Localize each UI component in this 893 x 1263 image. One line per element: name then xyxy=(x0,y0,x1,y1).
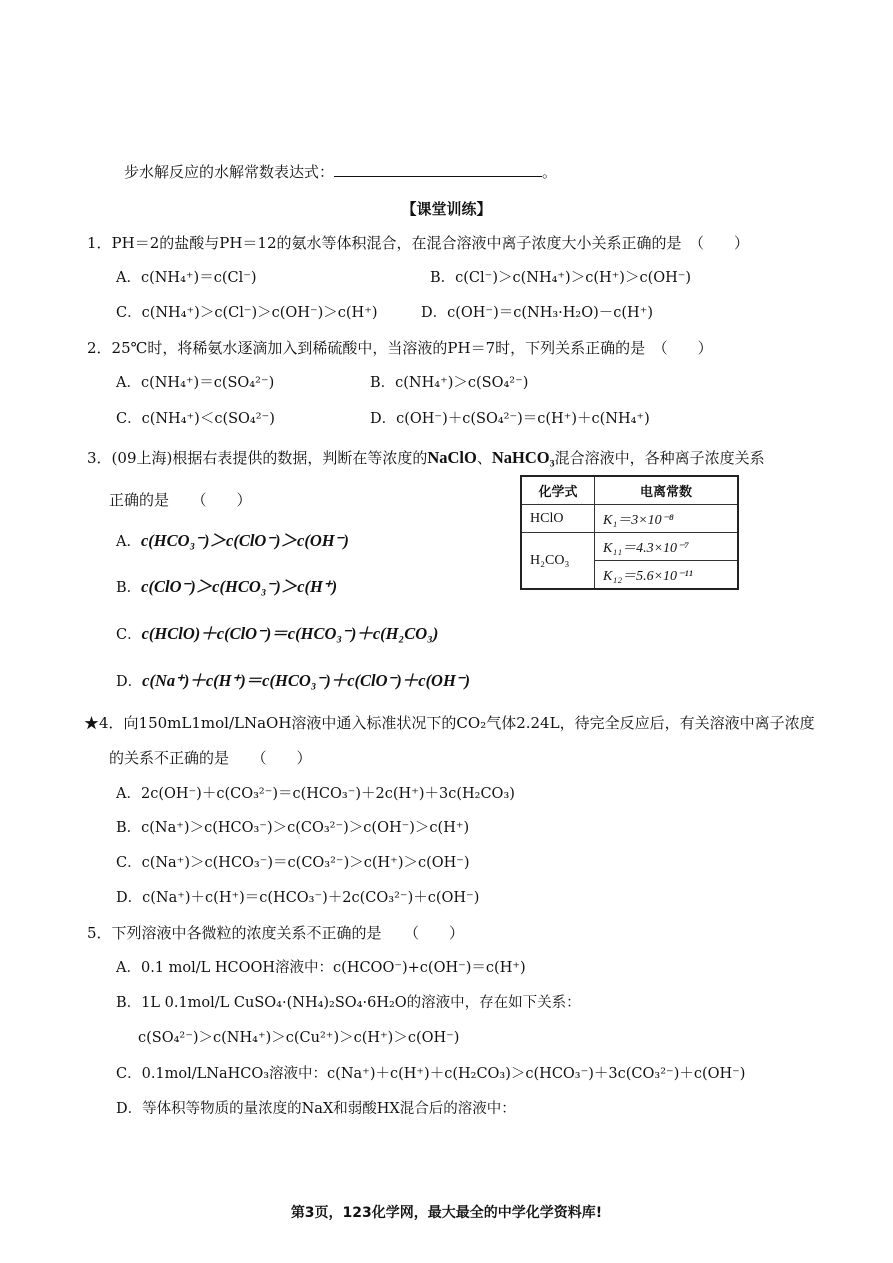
q1-option-a: A．c(NH₄⁺)＝c(Cl⁻) xyxy=(116,270,257,286)
table-row xyxy=(521,533,738,561)
q5-option-b: B．1L 0.1mol/L CuSO₄·(NH₄)₂SO₄·6H₂O的溶液中，存在如下关系： xyxy=(116,995,581,1011)
q3-b-label: B． xyxy=(116,580,142,596)
q3-stem-pre: 3．(09上海)根据右表提供的数据，判断在等浓度的 xyxy=(87,449,428,467)
q3-option-c xyxy=(116,624,438,645)
intro-line xyxy=(124,162,557,182)
q5-option-d: D．等体积等物质的量浓度的NaX和弱酸HX混合后的溶液中： xyxy=(116,1101,516,1117)
q3-a-expr: c(HCO₃⁻)＞c(ClO⁻)＞c(OH⁻) xyxy=(140,531,349,550)
q3-stem-2: 正确的是 （ ） xyxy=(109,491,252,509)
q2-option-a: A．c(NH₄⁺)＝c(SO₄²⁻) xyxy=(116,375,275,391)
intro-text: 步水解反应的水解常数表达式： xyxy=(124,163,335,181)
section-title: 【课堂训练】 xyxy=(401,200,492,218)
q4-option-c: C．c(Na⁺)＞c(HCO₃⁻)＝c(CO₃²⁻)＞c(H⁺)＞c(OH⁻) xyxy=(116,855,470,871)
q3-stem-post: 混合溶液中，各种离子浓度关系 xyxy=(554,449,765,467)
table-header-formula: 化学式 xyxy=(521,476,595,505)
q3-b-expr: c(ClO⁻)＞c(HCO₃⁻)＞c(H⁺) xyxy=(141,577,338,596)
q3-option-b xyxy=(116,577,337,598)
q4-option-a: A．2c(OH⁻)＋c(CO₃²⁻)＝c(HCO₃⁻)＋2c(H⁺)＋3c(H₂CO₃) xyxy=(116,786,515,802)
table-cell-h2co3: H₂CO₃ xyxy=(521,533,595,590)
page-footer: 第3页，123化学网，最大最全的中学化学资料库! xyxy=(290,1205,603,1221)
table-cell-k12: K₁₂＝5.6×10⁻¹¹ xyxy=(595,561,739,590)
q3-c-label: C． xyxy=(116,627,142,643)
q4-option-b: B．c(Na⁺)＞c(HCO₃⁻)＞c(CO₃²⁻)＞c(OH⁻)＞c(H⁺) xyxy=(116,820,470,836)
q3-c-expr: c(HClO)＋c(ClO⁻)＝c(HCO₃⁻)＋c(H₂CO₃) xyxy=(141,624,439,643)
q3-nahco3: NaHCO₃ xyxy=(491,448,555,467)
q1-option-b: B．c(Cl⁻)＞c(NH₄⁺)＞c(H⁺)＞c(OH⁻) xyxy=(430,270,692,286)
q4-option-d: D．c(Na⁺)＋c(H⁺)＝c(HCO₃⁻)＋2c(CO₃²⁻)＋c(OH⁻) xyxy=(116,890,480,906)
q1-stem: 1．PH＝2的盐酸与PH＝12的氨水等体积混合，在混合溶液中离子浓度大小关系正确的是 （ ） xyxy=(87,234,750,252)
q3-a-label: A． xyxy=(116,534,141,550)
ionization-constant-table xyxy=(520,475,739,590)
table-header-constant: 电离常数 xyxy=(595,476,739,505)
q3-naclo: NaClO xyxy=(427,448,477,467)
q3-sep: 、 xyxy=(476,449,492,467)
q4-stem-2: 的关系不正确的是 （ ） xyxy=(109,749,312,767)
q3-d-expr: c(Na⁺)＋c(H⁺)＝c(HCO₃⁻)＋c(ClO⁻)＋c(OH⁻) xyxy=(142,671,471,690)
q5-stem: 5．下列溶液中各微粒的浓度关系不正确的是 （ ） xyxy=(87,924,465,942)
q2-option-b: B．c(NH₄⁺)＞c(SO₄²⁻) xyxy=(370,375,529,391)
q1-option-d: D．c(OH⁻)＝c(NH₃·H₂O)－c(H⁺) xyxy=(421,305,654,321)
q3-stem xyxy=(87,448,765,468)
q2-stem: 2．25℃时，将稀氨水逐滴加入到稀硫酸中，当溶液的PH＝7时，下列关系正确的是 （ ） xyxy=(87,339,713,357)
answer-blank xyxy=(334,162,542,177)
q3-d-label: D． xyxy=(116,674,143,690)
q1-option-c: C．c(NH₄⁺)＞c(Cl⁻)＞c(OH⁻)＞c(H⁺) xyxy=(116,305,378,321)
table-cell-k11: K₁₁＝4.3×10⁻⁷ xyxy=(595,533,739,561)
table-cell-hclo: HClO xyxy=(521,505,595,533)
table-header-row xyxy=(521,476,738,505)
q5-option-c: C．0.1mol/LNaHCO₃溶液中：c(Na⁺)＋c(H⁺)＋c(H₂CO₃)＞c(HCO₃⁻)＋3c(CO₃²⁻)＋c(OH⁻) xyxy=(116,1066,746,1082)
q2-option-d: D．c(OH⁻)＋c(SO₄²⁻)＝c(H⁺)＋c(NH₄⁺) xyxy=(370,411,650,427)
q5-option-a: A．0.1 mol/L HCOOH溶液中：c(HCOO⁻)+c(OH⁻)＝c(H⁺) xyxy=(116,960,526,976)
q2-option-c: C．c(NH₄⁺)＜c(SO₄²⁻) xyxy=(116,411,275,427)
q4-stem: ★4．向150mL1mol/LNaOH溶液中通入标准状况下的CO₂气体2.24L，待完全反应后，有关溶液中离子浓度 xyxy=(84,714,815,732)
intro-end: 。 xyxy=(542,163,558,181)
q3-option-d xyxy=(116,671,470,692)
table-row xyxy=(521,505,738,533)
q5-option-b-relation: c(SO₄²⁻)＞c(NH₄⁺)＞c(Cu²⁺)＞c(H⁺)＞c(OH⁻) xyxy=(138,1030,460,1046)
table-cell-k1: K₁＝3×10⁻⁸ xyxy=(595,505,739,533)
q3-option-a xyxy=(116,531,349,552)
